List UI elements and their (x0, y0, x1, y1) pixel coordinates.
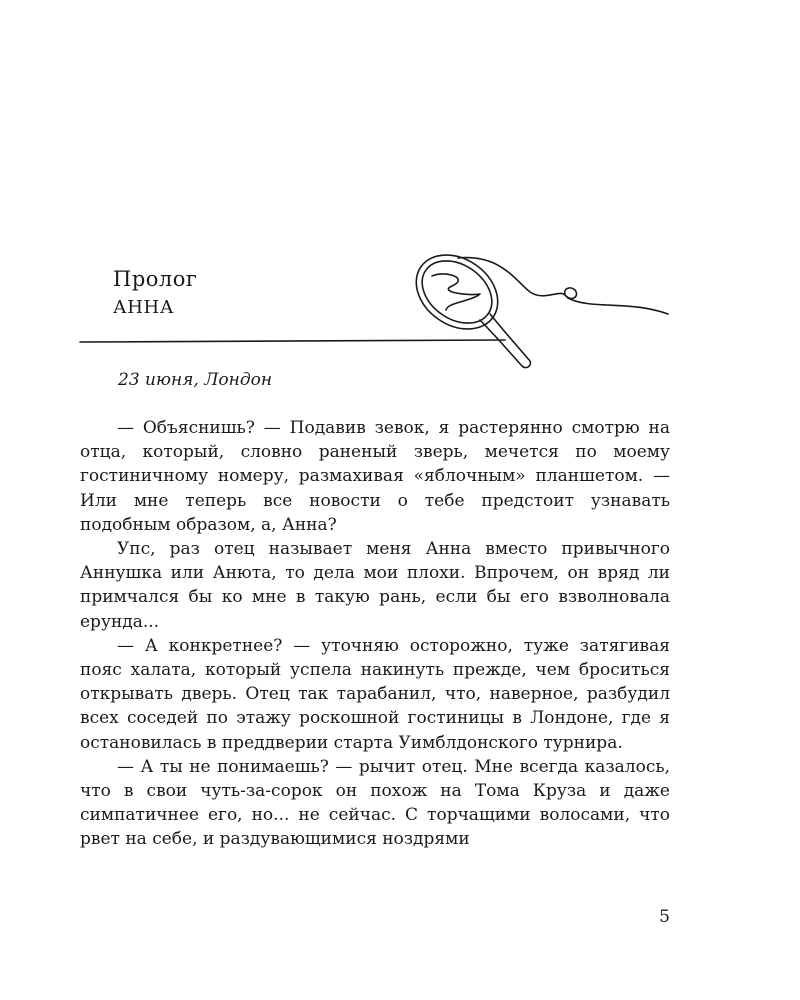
racket-strings (432, 274, 480, 310)
paragraph: — Объяснишь? — Подавив зевок, я растерянно смотрю на отца, который, словно раненый зверь, мечется по моему гостиничному номеру, размахивая «яблочным» планшетом. — Или мне теперь все новости о тебе предстоит узнавать подобным образом, а, Анна? (80, 418, 670, 535)
chapter-name: АННА (113, 297, 175, 318)
tennis-racket-ornament (0, 240, 800, 380)
racket-handle (497, 332, 530, 368)
paragraph: — А конкретнее? — уточняю осторожно, туже затягивая пояс халата, который успела накинуть прежде, чем броситься открывать дверь. Отец так тарабанил, что, наверное, разбудил всех соседей по этажу роскошной гостиницы в Лондоне, где я остановилась в преддверии старта Уимблдонского турнира. (80, 635, 670, 753)
racket-head (402, 240, 512, 344)
chapter-kicker: Пролог (113, 267, 198, 291)
flourish-line (458, 258, 668, 314)
paragraph: Упс, раз отец называет меня Анна вместо привычного Аннушка или Анюта, то дела мои плохи. Впрочем, он вряд ли примчался бы ко мне в такую рань, если бы его взволновала ерунда... (80, 539, 670, 632)
page-number: 5 (659, 907, 670, 927)
body-text (80, 416, 670, 852)
dateline: 23 июня, Лондон (118, 370, 273, 390)
chapter-rule (80, 340, 505, 342)
paragraph: — А ты не понимаешь? — рычит отец. Мне всегда казалось, что в свои чуть-за-сорок он похож на Тома Круза и даже симпатичнее его, но... не сейчас. С торчащими волосами, что рвет на себе, и раздувающимися ноздрями (80, 756, 670, 850)
